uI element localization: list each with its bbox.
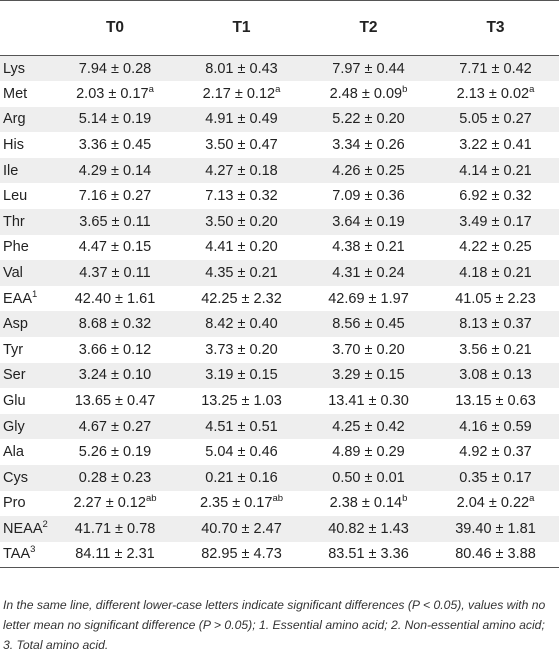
row-label-text: Ala — [3, 444, 24, 461]
table-row — [0, 337, 559, 363]
cell-value: 5.26 ± 0.19 — [78, 444, 152, 461]
value-cell — [305, 363, 432, 389]
row-label — [0, 491, 52, 517]
row-label — [0, 337, 52, 363]
value-cell — [432, 81, 559, 107]
value-cell — [305, 260, 432, 286]
value-cell — [52, 107, 178, 133]
table-row — [0, 81, 559, 107]
significance-letter: ab — [272, 493, 284, 505]
value-cell — [178, 132, 305, 158]
cell-value: 7.13 ± 0.32 — [205, 188, 278, 205]
value-cell — [432, 132, 559, 158]
value-cell — [432, 183, 559, 209]
cell-value: 8.42 ± 0.40 — [205, 316, 278, 333]
cell-value: 4.16 ± 0.59 — [459, 418, 532, 435]
cell-value: 4.26 ± 0.25 — [332, 162, 405, 179]
value-cell — [178, 516, 305, 542]
cell-value: 7.16 ± 0.27 — [78, 188, 152, 205]
cell-value: 4.47 ± 0.15 — [78, 239, 152, 256]
cell-value: 2.17 ± 0.12 — [202, 85, 276, 102]
value-cell — [432, 56, 559, 82]
cell-value: 4.35 ± 0.21 — [205, 265, 278, 282]
cell-value: 6.92 ± 0.32 — [459, 188, 532, 205]
significance-letter: b — [402, 493, 408, 505]
value-cell — [178, 414, 305, 440]
cell-value: 40.82 ± 1.43 — [328, 520, 409, 537]
row-label — [0, 158, 52, 184]
cell-value: 0.50 ± 0.01 — [332, 469, 405, 486]
value-cell — [52, 439, 178, 465]
table-row — [0, 235, 559, 261]
row-label-footnote-marker: 2 — [42, 519, 48, 531]
cell-value: 4.14 ± 0.21 — [459, 162, 532, 179]
cell-value: 3.22 ± 0.41 — [459, 137, 532, 154]
table-footnote: In the same line, different lower-case letters indicate significant differences (P < 0.05), values with no letter mean no significant difference (P > 0.05); 1. Essential amino acid; 2. Non-essential amino acid; 3. Total amino acid. — [3, 598, 546, 652]
value-cell — [305, 337, 432, 363]
value-cell — [432, 158, 559, 184]
row-label — [0, 363, 52, 389]
table-row — [0, 158, 559, 184]
cell-value: 3.64 ± 0.19 — [332, 213, 405, 230]
cell-value: 4.38 ± 0.21 — [332, 239, 405, 256]
row-label-text: Asp — [3, 316, 28, 333]
value-cell — [178, 286, 305, 312]
cell-value: 4.91 ± 0.49 — [205, 111, 278, 128]
cell-value: 7.94 ± 0.28 — [78, 60, 152, 77]
row-label — [0, 183, 52, 209]
cell-value: 3.65 ± 0.11 — [79, 213, 151, 230]
row-label-text: NEAA — [3, 520, 43, 537]
row-label — [0, 209, 52, 235]
header-cell-corner — [0, 1, 52, 56]
row-label — [0, 56, 52, 82]
value-cell — [305, 158, 432, 184]
value-cell — [52, 388, 178, 414]
value-cell — [52, 286, 178, 312]
header-cell-t2: T2 — [305, 1, 432, 56]
cell-value: 2.27 ± 0.12 — [73, 495, 146, 512]
cell-value: 5.04 ± 0.46 — [205, 444, 278, 461]
value-cell — [178, 388, 305, 414]
value-cell — [52, 363, 178, 389]
row-label-footnote-marker: 3 — [30, 544, 36, 556]
cell-value: 8.68 ± 0.32 — [78, 316, 152, 333]
row-label-text: Tyr — [3, 341, 24, 358]
cell-value: 4.37 ± 0.11 — [79, 265, 151, 282]
cell-value: 13.65 ± 0.47 — [74, 393, 156, 410]
value-cell — [432, 286, 559, 312]
value-cell — [305, 388, 432, 414]
value-cell — [52, 81, 178, 107]
cell-value: 4.41 ± 0.20 — [205, 239, 278, 256]
value-cell — [52, 491, 178, 517]
cell-value: 4.27 ± 0.18 — [205, 162, 278, 179]
value-cell — [432, 311, 559, 337]
value-cell — [432, 235, 559, 261]
table-row — [0, 132, 559, 158]
significance-letter: a — [529, 84, 535, 96]
cell-value: 80.46 ± 3.88 — [455, 546, 536, 563]
row-label — [0, 311, 52, 337]
value-cell — [52, 158, 178, 184]
row-label — [0, 516, 52, 542]
value-cell — [432, 542, 559, 568]
value-cell — [178, 107, 305, 133]
value-cell — [432, 337, 559, 363]
row-label-text: His — [3, 137, 24, 154]
row-label-text: Pro — [3, 495, 26, 512]
table-row — [0, 311, 559, 337]
header-cell-t3: T3 — [432, 1, 559, 56]
value-cell — [52, 414, 178, 440]
cell-value: 4.22 ± 0.25 — [459, 239, 532, 256]
cell-value: 3.08 ± 0.13 — [459, 367, 532, 384]
cell-value: 0.21 ± 0.16 — [205, 469, 278, 486]
cell-value: 2.03 ± 0.17 — [76, 85, 149, 102]
header-row — [0, 1, 559, 56]
cell-value: 2.48 ± 0.09 — [329, 85, 403, 102]
cell-value: 40.70 ± 2.47 — [201, 520, 282, 537]
cell-value: 3.19 ± 0.15 — [205, 367, 278, 384]
cell-value: 0.28 ± 0.23 — [78, 469, 152, 486]
cell-value: 2.35 ± 0.17 — [199, 495, 273, 512]
row-label-text: Gly — [3, 418, 25, 435]
table-header — [0, 1, 559, 56]
cell-value: 2.38 ± 0.14 — [329, 495, 403, 512]
row-label — [0, 439, 52, 465]
significance-letter: a — [148, 84, 154, 96]
cell-value: 2.04 ± 0.22 — [456, 495, 530, 512]
value-cell — [52, 542, 178, 568]
table-row — [0, 465, 559, 491]
value-cell — [178, 337, 305, 363]
value-cell — [178, 158, 305, 184]
value-cell — [305, 132, 432, 158]
table-body — [0, 56, 559, 568]
value-cell — [52, 516, 178, 542]
value-cell — [52, 209, 178, 235]
value-cell — [432, 388, 559, 414]
row-label-footnote-marker: 1 — [32, 288, 38, 300]
cell-value: 3.70 ± 0.20 — [332, 341, 405, 358]
cell-value: 7.97 ± 0.44 — [332, 60, 405, 77]
value-cell — [305, 107, 432, 133]
row-label-text: Arg — [3, 111, 26, 128]
value-cell — [305, 56, 432, 82]
cell-value: 13.41 ± 0.30 — [328, 393, 409, 410]
value-cell — [305, 183, 432, 209]
value-cell — [432, 260, 559, 286]
row-label-text: Ile — [3, 162, 19, 179]
table-row — [0, 542, 559, 568]
header-cell-t0: T0 — [52, 1, 178, 56]
cell-value: 39.40 ± 1.81 — [455, 520, 536, 537]
cell-value: 3.56 ± 0.21 — [459, 341, 532, 358]
row-label — [0, 542, 52, 568]
value-cell — [305, 235, 432, 261]
value-cell — [178, 491, 305, 517]
cell-value: 4.89 ± 0.29 — [332, 444, 405, 461]
cell-value: 4.67 ± 0.27 — [78, 418, 152, 435]
row-label-text: Glu — [3, 393, 26, 410]
value-cell — [178, 81, 305, 107]
value-cell — [52, 132, 178, 158]
cell-value: 84.11 ± 2.31 — [75, 546, 155, 563]
cell-value: 3.66 ± 0.12 — [78, 341, 152, 358]
value-cell — [305, 209, 432, 235]
header-cell-t1: T1 — [178, 1, 305, 56]
cell-value: 41.71 ± 0.78 — [74, 520, 156, 537]
cell-value: 8.56 ± 0.45 — [332, 316, 405, 333]
cell-value: 83.51 ± 3.36 — [328, 546, 409, 563]
row-label-text: EAA — [3, 290, 33, 307]
cell-value: 7.71 ± 0.42 — [459, 60, 532, 77]
value-cell — [52, 260, 178, 286]
value-cell — [178, 56, 305, 82]
value-cell — [432, 465, 559, 491]
row-label — [0, 286, 52, 312]
significance-letter: ab — [145, 493, 157, 505]
table-row — [0, 491, 559, 517]
row-label-text: Leu — [3, 188, 28, 205]
table-row — [0, 439, 559, 465]
cell-value: 8.01 ± 0.43 — [205, 60, 278, 77]
cell-value: 13.15 ± 0.63 — [455, 393, 536, 410]
row-label — [0, 465, 52, 491]
value-cell — [178, 465, 305, 491]
cell-value: 4.31 ± 0.24 — [332, 265, 405, 282]
row-label — [0, 388, 52, 414]
table-row — [0, 107, 559, 133]
cell-value: 42.25 ± 2.32 — [201, 290, 282, 307]
table-row — [0, 363, 559, 389]
value-cell — [305, 542, 432, 568]
value-cell — [52, 56, 178, 82]
value-cell — [52, 465, 178, 491]
cell-value: 13.25 ± 1.03 — [201, 393, 282, 410]
row-label — [0, 107, 52, 133]
value-cell — [305, 439, 432, 465]
cell-value: 41.05 ± 2.23 — [455, 290, 536, 307]
value-cell — [432, 491, 559, 517]
significance-letter: a — [275, 84, 281, 96]
value-cell — [178, 183, 305, 209]
value-cell — [178, 311, 305, 337]
cell-value: 7.09 ± 0.36 — [332, 188, 405, 205]
cell-value: 0.35 ± 0.17 — [459, 469, 532, 486]
table-row — [0, 183, 559, 209]
cell-value: 3.50 ± 0.47 — [205, 137, 278, 154]
row-label — [0, 235, 52, 261]
cell-value: 5.05 ± 0.27 — [459, 111, 532, 128]
row-label-text: Phe — [3, 239, 29, 256]
value-cell — [178, 363, 305, 389]
cell-value: 4.18 ± 0.21 — [459, 265, 532, 282]
value-cell — [305, 491, 432, 517]
row-label-text: Val — [3, 265, 23, 282]
table-row — [0, 56, 559, 82]
cell-value: 3.24 ± 0.10 — [78, 367, 152, 384]
cell-value: 3.50 ± 0.20 — [205, 213, 278, 230]
row-label — [0, 81, 52, 107]
value-cell — [178, 542, 305, 568]
row-label — [0, 414, 52, 440]
value-cell — [52, 235, 178, 261]
value-cell — [432, 363, 559, 389]
cell-value: 5.14 ± 0.19 — [78, 111, 152, 128]
significance-letter: a — [529, 493, 535, 505]
cell-value: 3.29 ± 0.15 — [332, 367, 405, 384]
row-label-text: Ser — [3, 367, 26, 384]
cell-value: 4.92 ± 0.37 — [459, 444, 532, 461]
value-cell — [305, 414, 432, 440]
value-cell — [178, 235, 305, 261]
value-cell — [178, 260, 305, 286]
table-row — [0, 209, 559, 235]
row-label-text: Thr — [3, 213, 25, 230]
value-cell — [432, 107, 559, 133]
value-cell — [305, 465, 432, 491]
cell-value: 4.29 ± 0.14 — [78, 162, 152, 179]
cell-value: 42.40 ± 1.61 — [74, 290, 156, 307]
row-label-text: Lys — [3, 60, 26, 77]
row-label-text: TAA — [3, 546, 31, 563]
row-label-text: Cys — [3, 469, 28, 486]
cell-value: 4.25 ± 0.42 — [332, 418, 405, 435]
value-cell — [52, 311, 178, 337]
row-label — [0, 260, 52, 286]
cell-value: 3.73 ± 0.20 — [205, 341, 278, 358]
table-row — [0, 260, 559, 286]
value-cell — [305, 311, 432, 337]
value-cell — [52, 337, 178, 363]
row-label — [0, 132, 52, 158]
cell-value: 3.49 ± 0.17 — [459, 213, 532, 230]
cell-value: 5.22 ± 0.20 — [332, 111, 405, 128]
cell-value: 2.13 ± 0.02 — [456, 85, 530, 102]
value-cell — [432, 209, 559, 235]
row-label-text: Met — [3, 85, 28, 102]
value-cell — [52, 183, 178, 209]
table-row — [0, 388, 559, 414]
value-cell — [432, 439, 559, 465]
value-cell — [305, 81, 432, 107]
cell-value: 3.34 ± 0.26 — [332, 137, 405, 154]
value-cell — [432, 516, 559, 542]
table-row — [0, 414, 559, 440]
value-cell — [432, 414, 559, 440]
value-cell — [305, 516, 432, 542]
table-row — [0, 286, 559, 312]
cell-value: 82.95 ± 4.73 — [201, 546, 282, 563]
significance-letter: b — [402, 84, 408, 96]
value-cell — [178, 209, 305, 235]
cell-value: 8.13 ± 0.37 — [459, 316, 532, 333]
value-cell — [178, 439, 305, 465]
value-cell — [305, 286, 432, 312]
cell-value: 3.36 ± 0.45 — [78, 137, 152, 154]
table-row — [0, 516, 559, 542]
cell-value: 4.51 ± 0.51 — [205, 418, 278, 435]
cell-value: 42.69 ± 1.97 — [328, 290, 409, 307]
